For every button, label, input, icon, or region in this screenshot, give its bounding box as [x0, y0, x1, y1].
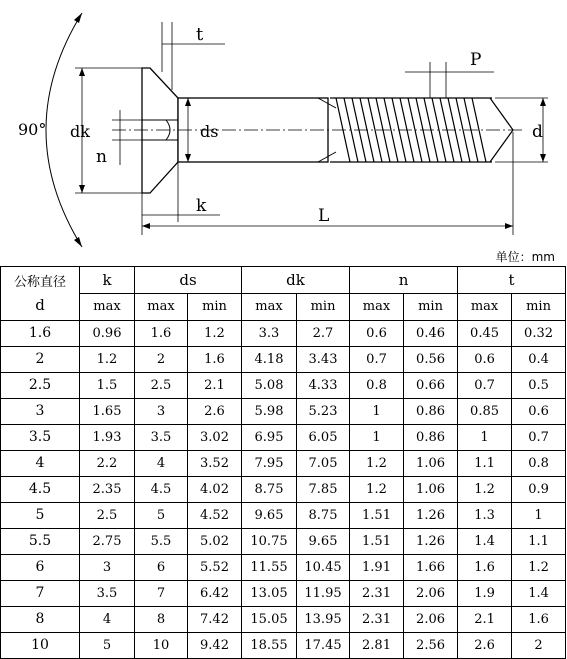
value-cell: 4.18 — [242, 347, 297, 373]
value-cell: 2.2 — [80, 451, 135, 477]
value-cell: 2.31 — [350, 607, 404, 633]
value-cell: 13.05 — [242, 581, 297, 607]
diameter-cell: 5 — [1, 503, 80, 529]
value-cell: 0.6 — [350, 321, 404, 347]
subheader-cell: min — [188, 294, 242, 321]
subheader-cell: max — [242, 294, 297, 321]
value-cell: 0.7 — [512, 425, 566, 451]
value-cell: 1.91 — [350, 555, 404, 581]
value-cell: 13.95 — [297, 607, 350, 633]
value-cell: 3.02 — [188, 425, 242, 451]
value-cell: 2.75 — [80, 529, 135, 555]
diameter-cell: 2 — [1, 347, 80, 373]
value-cell: 0.5 — [512, 373, 566, 399]
value-cell: 5.02 — [188, 529, 242, 555]
diameter-cell: 2.5 — [1, 373, 80, 399]
value-cell: 0.66 — [404, 373, 458, 399]
value-cell: 1 — [350, 399, 404, 425]
value-cell: 2.81 — [350, 633, 404, 659]
value-cell: 1.4 — [512, 581, 566, 607]
value-cell: 0.56 — [404, 347, 458, 373]
dim-label-t: t — [196, 24, 204, 45]
value-cell: 11.55 — [242, 555, 297, 581]
value-cell: 11.95 — [297, 581, 350, 607]
angle-arrow-bottom — [74, 237, 82, 247]
value-cell: 0.7 — [350, 347, 404, 373]
screw-head — [142, 68, 178, 193]
value-cell: 6.05 — [297, 425, 350, 451]
value-cell: 0.86 — [404, 425, 458, 451]
spec-table — [0, 266, 566, 659]
value-cell: 1.4 — [458, 529, 512, 555]
table-row — [1, 581, 566, 607]
value-cell: 1.1 — [458, 451, 512, 477]
value-cell: 2.1 — [188, 373, 242, 399]
value-cell: 2.56 — [404, 633, 458, 659]
value-cell: 10.75 — [242, 529, 297, 555]
diameter-cell: 10 — [1, 633, 80, 659]
value-cell: 10 — [135, 633, 188, 659]
header-n: n — [350, 267, 458, 294]
value-cell: 1.51 — [350, 529, 404, 555]
value-cell: 9.65 — [242, 503, 297, 529]
value-cell: 1.2 — [80, 347, 135, 373]
value-cell: 2.06 — [404, 607, 458, 633]
value-cell: 2.06 — [404, 581, 458, 607]
value-cell: 1 — [512, 503, 566, 529]
diameter-cell: 1.6 — [1, 321, 80, 347]
value-cell: 5.23 — [297, 399, 350, 425]
table-row — [1, 503, 566, 529]
value-cell: 1.1 — [512, 529, 566, 555]
value-cell: 15.05 — [242, 607, 297, 633]
dim-label-k: k — [196, 196, 207, 216]
header-row-limits — [1, 294, 566, 321]
value-cell: 5.5 — [135, 529, 188, 555]
value-cell: 0.6 — [458, 347, 512, 373]
value-cell: 0.8 — [512, 451, 566, 477]
value-cell: 3.5 — [80, 581, 135, 607]
value-cell: 2.5 — [80, 503, 135, 529]
value-cell: 5.98 — [242, 399, 297, 425]
value-cell: 2.6 — [458, 633, 512, 659]
value-cell: 1.6 — [512, 607, 566, 633]
screw-technical-drawing — [0, 0, 567, 262]
value-cell: 3.3 — [242, 321, 297, 347]
value-cell: 0.45 — [458, 321, 512, 347]
value-cell: 5.08 — [242, 373, 297, 399]
value-cell: 1.66 — [404, 555, 458, 581]
table-row — [1, 529, 566, 555]
value-cell: 1.2 — [458, 477, 512, 503]
subheader-cell: max — [80, 294, 135, 321]
value-cell: 18.55 — [242, 633, 297, 659]
value-cell: 2.31 — [350, 581, 404, 607]
value-cell: 1.5 — [80, 373, 135, 399]
value-cell: 6.95 — [242, 425, 297, 451]
value-cell: 0.6 — [512, 399, 566, 425]
value-cell: 1.9 — [458, 581, 512, 607]
value-cell: 0.4 — [512, 347, 566, 373]
value-cell: 3 — [135, 399, 188, 425]
value-cell: 0.85 — [458, 399, 512, 425]
value-cell: 1.65 — [80, 399, 135, 425]
table-row — [1, 425, 566, 451]
table-row — [1, 477, 566, 503]
diameter-cell: 3.5 — [1, 425, 80, 451]
header-t: t — [458, 267, 566, 294]
subheader-cell: min — [404, 294, 458, 321]
table-row — [1, 373, 566, 399]
value-cell: 1.2 — [350, 477, 404, 503]
dim-label-ds: ds — [200, 122, 219, 141]
table-row — [1, 633, 566, 659]
value-cell: 6.42 — [188, 581, 242, 607]
value-cell: 9.42 — [188, 633, 242, 659]
value-cell: 1.6 — [188, 347, 242, 373]
value-cell: 4.33 — [297, 373, 350, 399]
header-dk: dk — [242, 267, 350, 294]
value-cell: 4.02 — [188, 477, 242, 503]
value-cell: 0.7 — [458, 373, 512, 399]
subheader-cell: max — [350, 294, 404, 321]
table-row — [1, 347, 566, 373]
header-row-groups — [1, 267, 566, 294]
value-cell: 5 — [135, 503, 188, 529]
value-cell: 2.7 — [297, 321, 350, 347]
value-cell: 2.6 — [188, 399, 242, 425]
value-cell: 3.43 — [297, 347, 350, 373]
value-cell: 1.3 — [458, 503, 512, 529]
value-cell: 5.52 — [188, 555, 242, 581]
value-cell: 4 — [80, 607, 135, 633]
dim-label-l: L — [318, 206, 330, 226]
diameter-cell: 7 — [1, 581, 80, 607]
value-cell: 0.9 — [512, 477, 566, 503]
value-cell: 8.75 — [297, 503, 350, 529]
value-cell: 4.52 — [188, 503, 242, 529]
angle-label: 90° — [18, 120, 47, 139]
value-cell: 2 — [135, 347, 188, 373]
value-cell: 1.93 — [80, 425, 135, 451]
subheader-cell: max — [135, 294, 188, 321]
diameter-cell: 4.5 — [1, 477, 80, 503]
dim-label-p: P — [470, 50, 482, 70]
value-cell: 2 — [512, 633, 566, 659]
dim-label-dk: dk — [70, 122, 90, 141]
value-cell: 6 — [135, 555, 188, 581]
diameter-cell: 6 — [1, 555, 80, 581]
value-cell: 1.06 — [404, 477, 458, 503]
diameter-cell: 5.5 — [1, 529, 80, 555]
value-cell: 0.96 — [80, 321, 135, 347]
table-row — [1, 321, 566, 347]
angle-arrow-top — [74, 13, 82, 23]
value-cell: 1.06 — [404, 451, 458, 477]
value-cell: 1 — [350, 425, 404, 451]
subheader-cell: min — [512, 294, 566, 321]
value-cell: 1.6 — [458, 555, 512, 581]
value-cell: 1 — [458, 425, 512, 451]
value-cell: 0.86 — [404, 399, 458, 425]
value-cell: 1.6 — [135, 321, 188, 347]
value-cell: 3.52 — [188, 451, 242, 477]
value-cell: 7.85 — [297, 477, 350, 503]
dim-label-n: n — [96, 147, 107, 167]
value-cell: 0.32 — [512, 321, 566, 347]
table-row — [1, 399, 566, 425]
value-cell: 4 — [135, 451, 188, 477]
diameter-cell: 4 — [1, 451, 80, 477]
value-cell: 4.5 — [135, 477, 188, 503]
value-cell: 0.46 — [404, 321, 458, 347]
value-cell: 3.5 — [135, 425, 188, 451]
value-cell: 7.05 — [297, 451, 350, 477]
value-cell: 17.45 — [297, 633, 350, 659]
value-cell: 8.75 — [242, 477, 297, 503]
value-cell: 2.1 — [458, 607, 512, 633]
value-cell: 7.95 — [242, 451, 297, 477]
value-cell: 7.42 — [188, 607, 242, 633]
value-cell: 9.65 — [297, 529, 350, 555]
value-cell: 7 — [135, 581, 188, 607]
diameter-cell: 8 — [1, 607, 80, 633]
subheader-cell: min — [297, 294, 350, 321]
unit-label: 单位：mm — [495, 250, 555, 264]
dim-label-d: d — [532, 122, 543, 142]
value-cell: 1.2 — [512, 555, 566, 581]
header-k: k — [80, 267, 135, 294]
value-cell: 1.51 — [350, 503, 404, 529]
value-cell: 3 — [80, 555, 135, 581]
value-cell: 1.2 — [350, 451, 404, 477]
value-cell: 1.2 — [188, 321, 242, 347]
value-cell: 0.8 — [350, 373, 404, 399]
table-row — [1, 451, 566, 477]
value-cell: 10.45 — [297, 555, 350, 581]
subheader-cell: max — [458, 294, 512, 321]
value-cell: 2.35 — [80, 477, 135, 503]
value-cell: 2.5 — [135, 373, 188, 399]
header-nominal-diameter: 公称直径 d — [1, 267, 80, 321]
table-row — [1, 555, 566, 581]
diameter-cell: 3 — [1, 399, 80, 425]
value-cell: 8 — [135, 607, 188, 633]
value-cell: 5 — [80, 633, 135, 659]
table-row — [1, 607, 566, 633]
header-ds: ds — [135, 267, 242, 294]
value-cell: 1.26 — [404, 503, 458, 529]
value-cell: 1.26 — [404, 529, 458, 555]
